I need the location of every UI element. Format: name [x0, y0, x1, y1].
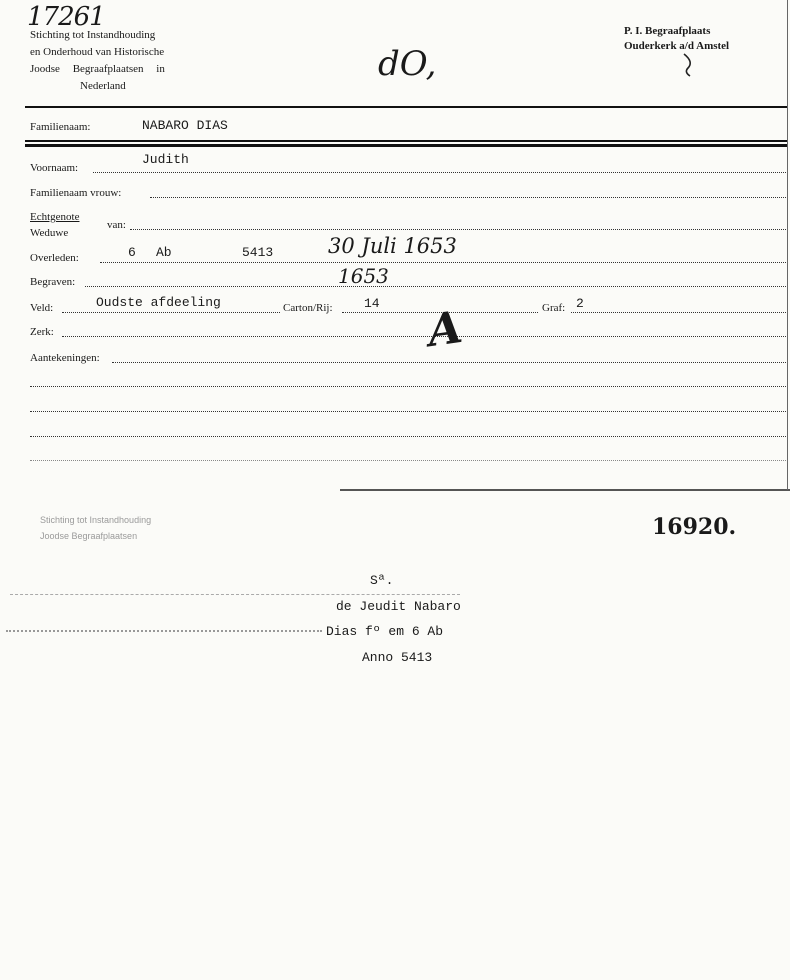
- aantekeningen-dots-4: [30, 436, 786, 437]
- card-right-edge: [787, 0, 788, 490]
- voornaam-label: Voornaam:: [30, 162, 79, 174]
- cemetery-line-2: Ouderkerk a/d Amstel: [624, 40, 730, 52]
- overleden-handwritten-date: 30 Juli 1653: [328, 234, 457, 258]
- dashed-divider: [10, 594, 460, 595]
- van-label: van:: [107, 219, 126, 231]
- familienaam-vrouw-dots: [150, 197, 786, 198]
- graf-dots: [571, 312, 786, 313]
- weduwe-label: Weduwe: [30, 227, 69, 239]
- zerk-dots: [62, 336, 786, 337]
- graf-label: Graf:: [542, 302, 566, 314]
- inscription-line-2: de Jeudit Nabaro: [336, 599, 461, 614]
- cemetery-hand-mark: [680, 52, 700, 78]
- inscription-line-4: Anno 5413: [362, 650, 433, 665]
- faint-line-2: Joodse Begraafplaatsen: [40, 531, 138, 541]
- top-handwritten-mark: dO,: [378, 44, 437, 84]
- aantekeningen-dots-5: [30, 460, 786, 461]
- familienaam-value: NABARO DIAS: [142, 118, 228, 133]
- overleden-label: Overleden:: [30, 252, 79, 264]
- veld-label: Veld:: [30, 302, 54, 314]
- overleden-dots: [100, 262, 786, 263]
- double-rule-a: [25, 140, 787, 142]
- begraven-handwritten-year: 1653: [338, 264, 389, 288]
- cemetery-block: [624, 24, 729, 54]
- card-number-handwritten: 17261: [27, 2, 105, 32]
- voornaam-dots: [93, 172, 786, 173]
- cemetery-line-1: P. I. Begraafplaats: [624, 25, 711, 37]
- aantekeningen-dots-2: [30, 386, 786, 387]
- familienaam-label: Familienaam:: [30, 121, 91, 133]
- org-line-3: Joodse Begraafplaatsen in: [30, 63, 165, 75]
- org-line-1: Stichting tot Instandhouding: [30, 29, 156, 41]
- faint-line-1: Stichting tot Instandhouding: [40, 515, 152, 525]
- inscription-line-1: Sª.: [370, 573, 394, 588]
- familienaam-vrouw-label: Familienaam vrouw:: [30, 187, 122, 199]
- org-line-4: Nederland: [80, 80, 126, 92]
- organisation-block: [30, 27, 165, 95]
- veld-value: Oudste afdeeling: [96, 295, 221, 310]
- inscription-line-3: Dias fº em 6 Ab: [326, 624, 444, 639]
- smudge-band: [6, 630, 322, 632]
- lower-number: 16920.: [652, 514, 737, 540]
- overleden-month: Ab: [156, 245, 172, 260]
- carton-label: Carton/Rij:: [283, 302, 333, 314]
- aantekeningen-label: Aantekeningen:: [30, 352, 100, 364]
- overleden-year: 5413: [242, 245, 274, 260]
- van-dots: [130, 229, 786, 230]
- card-bottom-edge: [340, 489, 790, 491]
- veld-dots: [62, 312, 280, 313]
- graf-value: 2: [576, 296, 584, 311]
- zerk-label: Zerk:: [30, 326, 54, 338]
- begraven-dots: [85, 286, 786, 287]
- aantekeningen-dots-3: [30, 411, 786, 412]
- overleden-day: 6: [128, 245, 136, 260]
- double-rule-b: [25, 144, 787, 147]
- carton-value: 14: [364, 296, 380, 311]
- org-line-2: en Onderhoud van Historische: [30, 46, 165, 58]
- voornaam-value: Judith: [142, 152, 189, 167]
- top-rule: [25, 106, 787, 108]
- echtgenote-label: Echtgenote: [30, 211, 80, 223]
- begraven-label: Begraven:: [30, 276, 76, 288]
- aantekeningen-dots-1: [112, 362, 786, 363]
- stamp-letter: A: [424, 301, 466, 358]
